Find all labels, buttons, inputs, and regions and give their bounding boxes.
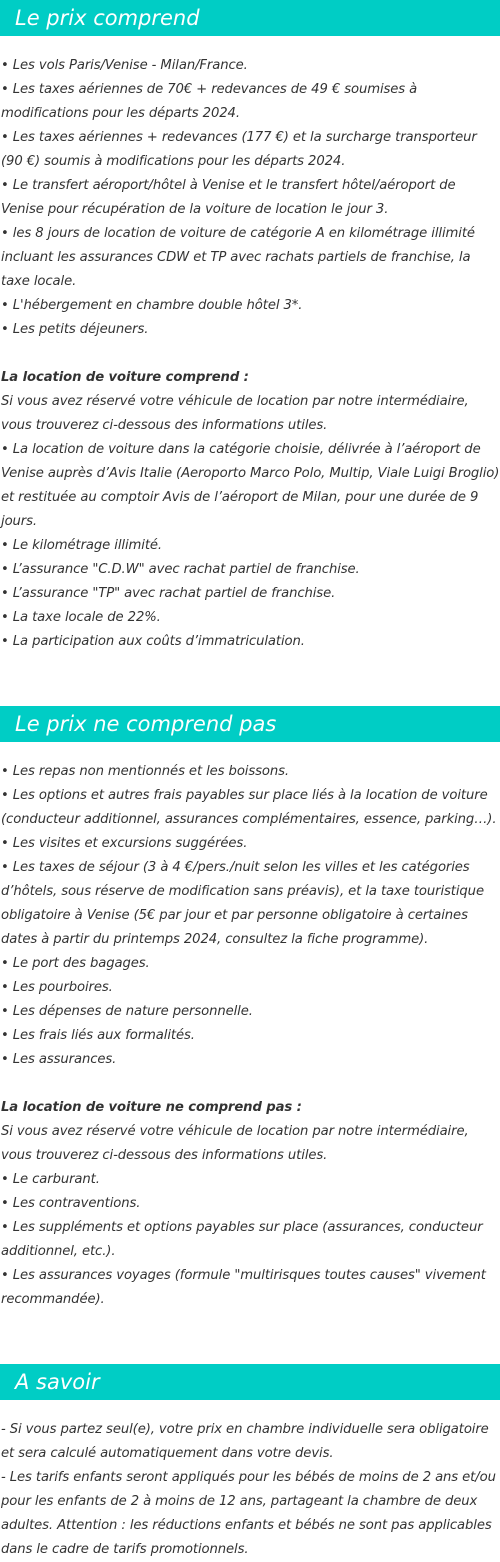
list-item: • Les assurances voyages (formule "multirisques toutes causes" vivement recommandée). bbox=[1, 1268, 486, 1307]
list-item: • Les frais liés aux formalités. bbox=[1, 1028, 195, 1043]
list-item: • La participation aux coûts d’immatriculation. bbox=[1, 634, 305, 649]
excluded-header: Le prix ne comprend pas bbox=[0, 706, 500, 742]
list-item: • Les taxes aériennes + redevances (177 €) et la surcharge transporteur (90 €) soumis à modifications pour les départs 2024. bbox=[1, 130, 477, 169]
list-item: • Les taxes de séjour (3 à 4 €/pers./nuit selon les villes et les catégories d’hôtels, sous réserve de modification sans préavis), et la taxe touristique obligatoire à Venise (5€ par jour et par personne obligatoire à certaines dates à partir du printemps 2024, consultez la fiche programme). bbox=[1, 860, 484, 947]
list-item: • Les taxes aériennes de 70€ + redevances de 49 € soumises à modifications pour les départs 2024. bbox=[1, 82, 418, 121]
list-item: • Les pourboires. bbox=[1, 980, 113, 995]
list-item: • L'hébergement en chambre double hôtel 3*. bbox=[1, 298, 303, 313]
list-item: • Les contraventions. bbox=[1, 1196, 141, 1211]
car-included-intro: Si vous avez réservé votre véhicule de location par notre intermédiaire, vous trouverez ci-dessous des informations utiles. bbox=[1, 394, 469, 433]
list-item: • Les repas non mentionnés et les boissons. bbox=[1, 764, 289, 779]
list-item: • Les suppléments et options payables sur place (assurances, conducteur additionnel, etc.). bbox=[1, 1220, 483, 1259]
included-content bbox=[0, 36, 500, 654]
included-header: Le prix comprend bbox=[0, 0, 500, 36]
car-included-title: La location de voiture comprend : bbox=[1, 370, 249, 385]
list-item: • L’assurance "TP" avec rachat partiel de franchise. bbox=[1, 586, 336, 601]
included-section bbox=[0, 0, 500, 706]
list-item: • Les options et autres frais payables sur place liés à la location de voiture (conducteur additionnel, assurances complémentaires, essence, parking…). bbox=[1, 788, 497, 827]
car-excluded-title: La location de voiture ne comprend pas : bbox=[1, 1100, 302, 1115]
list-item: • les 8 jours de location de voiture de catégorie A en kilométrage illimité incluant les assurances CDW et TP avec rachats partiels de franchise, la taxe locale. bbox=[1, 226, 475, 289]
list-item: • Le carburant. bbox=[1, 1172, 100, 1187]
list-item: • Les assurances. bbox=[1, 1052, 117, 1067]
info-content bbox=[0, 1400, 500, 1562]
list-item: • Le transfert aéroport/hôtel à Venise et le transfert hôtel/aéroport de Venise pour récupération de la voiture de location le jour 3. bbox=[1, 178, 456, 217]
list-item: - Les tarifs enfants seront appliqués pour les bébés de moins de 2 ans et/ou pour les enfants de 2 à moins de 12 ans, partageant la chambre de deux adultes. Attention : les réductions enfants et bébés ne sont pas applicables dans le cadre de tarifs promotionnels. bbox=[1, 1470, 496, 1557]
info-header: A savoir bbox=[0, 1364, 500, 1400]
list-item: • Le port des bagages. bbox=[1, 956, 150, 971]
list-item: • Le kilométrage illimité. bbox=[1, 538, 163, 553]
list-item: - Si vous partez seul(e), votre prix en chambre individuelle sera obligatoire et sera calculé automatiquement dans votre devis. bbox=[1, 1422, 489, 1461]
list-item: • La taxe locale de 22%. bbox=[1, 610, 161, 625]
excluded-section bbox=[0, 706, 500, 1364]
excluded-content bbox=[0, 742, 500, 1312]
list-item: • Les vols Paris/Venise - Milan/France. bbox=[1, 58, 248, 73]
info-section bbox=[0, 1364, 500, 1562]
list-item: • Les petits déjeuners. bbox=[1, 322, 149, 337]
list-item: • L’assurance "C.D.W" avec rachat partiel de franchise. bbox=[1, 562, 360, 577]
list-item: • La location de voiture dans la catégorie choisie, délivrée à l’aéroport de Venise auprès d’Avis Italie (Aeroporto Marco Polo, Multip, Viale Luigi Broglio) et restituée au comptoir Avis de l’aéroport de Milan, pour une durée de 9 jours. bbox=[1, 442, 500, 529]
car-excluded-intro: Si vous avez réservé votre véhicule de location par notre intermédiaire, vous trouverez ci-dessous des informations utiles. bbox=[1, 1124, 469, 1163]
list-item: • Les dépenses de nature personnelle. bbox=[1, 1004, 253, 1019]
list-item: • Les visites et excursions suggérées. bbox=[1, 836, 248, 851]
